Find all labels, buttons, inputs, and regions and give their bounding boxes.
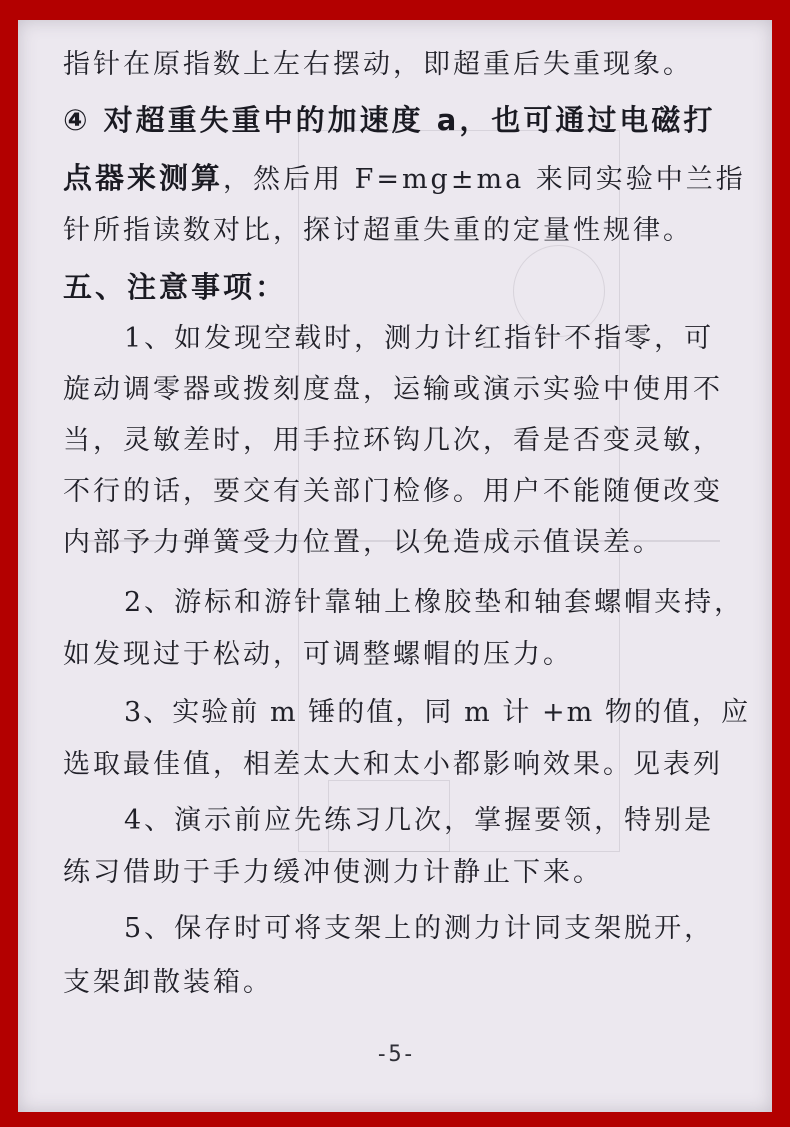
text-line-4: 针所指读数对比，探讨超重失重的定量性规律。	[63, 215, 693, 246]
section-heading: 五、注意事项：	[63, 270, 288, 304]
text-line-15: 4、演示前应先练习几次，掌握要领，特别是	[124, 805, 715, 836]
text-line-8: 当，灵敏差时，用手拉环钩几次，看是否变灵敏，	[63, 425, 723, 456]
text-line-3-bold: 点器来测算	[63, 161, 224, 195]
text-line-12: 如发现过于松动，可调整螺帽的压力。	[63, 639, 573, 670]
text-line-9: 不行的话，要交有关部门检修。用户不能随便改变	[63, 476, 723, 507]
text-line-11: 2、游标和游针靠轴上橡胶垫和轴套螺帽夹持，	[124, 587, 745, 618]
text-line-2: ④ 对超重失重中的加速度 a，也可通过电磁打	[63, 103, 716, 137]
page-number: -5-	[375, 1042, 415, 1067]
text-line-3-rest: ，然后用 F=mg±ma 来同实验中兰指	[223, 164, 746, 195]
text-line-18: 支架卸散装箱。	[63, 967, 273, 998]
text-line-10: 内部予力弹簧受力位置，以免造成示值误差。	[63, 527, 663, 558]
text-line-14: 选取最佳值，相差太大和太小都影响效果。见表列	[63, 749, 723, 780]
text-line-7: 旋动调零器或拨刻度盘，运输或演示实验中使用不	[63, 374, 723, 405]
text-line-13: 3、实验前 m 锤的值，同 m 计 +m 物的值，应	[124, 697, 751, 728]
document-page	[18, 20, 772, 1112]
text-line-16: 练习借助于手力缓冲使测力计静止下来。	[63, 857, 603, 888]
text-line-3	[63, 156, 746, 197]
text-line-17: 5、保存时可将支架上的测力计同支架脱开，	[124, 913, 715, 944]
text-line-6: 1、如发现空载时，测力计红指针不指零，可	[124, 323, 715, 354]
text-line-1: 指针在原指数上左右摆动，即超重后失重现象。	[63, 49, 693, 80]
